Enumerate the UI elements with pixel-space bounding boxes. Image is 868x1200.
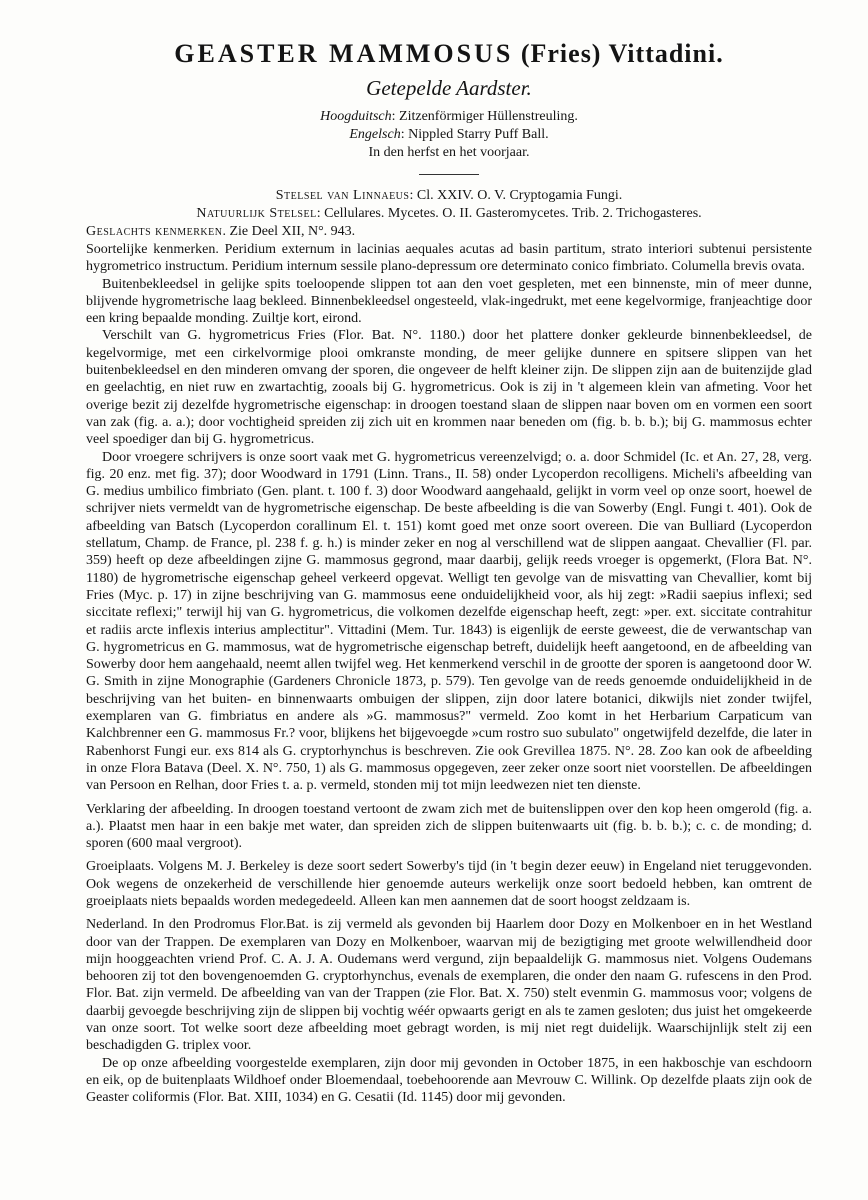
- english-label: Engelsch: [349, 127, 401, 142]
- natural-value: : Cellulares. Mycetes. O. II. Gasteromycetes. Trib. 2. Trichogasteres.: [316, 206, 702, 221]
- species-title-authority: (Fries) Vittadini.: [520, 39, 724, 68]
- paragraph-history: Door vroegere schrijvers is onze soort vaak met G. hygrometricus vereenzelvigd; o. a. door Schmidel (Ic. et An. 27, 28, verg. fig. 20 enz. met fig. 37); door Woodward in 1791 (Linn. Trans., II. 58) onder Lycoperdon recolligens. Micheli's afbeelding van G. medius umbilico fimbriato (Gen. plant. t. 100 f. 3) door Woodward aangehaald, gelijkt in vorm veel op onze soort, hoewel de schrijver niets vermeldt van de hygrometrische eigenschap. De beste afbeelding is die van Sowerby (Engl. Fungi t. 401). Ook de afbeelding van Batsch (Lycoperdon corallinum El. t. 151) komt goed met onze soort overeen. Die van Bulliard (Lycoperdon stellatum, Champ. de France, pl. 238 f. g. h.) is minder zeker en nog al verschillend wat de slippen aangaat. Chevallier (Fl. par. 359) heeft op deze afbeeldingen zijne G. mammosus gegrond, maar daarbij, gelijk reeds vroeger is opgemerkt, (Flora Bat. N°. 1180) de hygrometrische eigenschap geheel verkeerd opgevat. Welligt ten gevolge van de misvatting van Chevallier, komt bij Fries (Myc. p. 17) in zijne beschrijving van G. mammosus eene onduidelijkheid voor, als hij zegt: »Radii saepius inflexi; sed siccitate reflexi;" terwijl hij van G. hygrometricus, die volkomen dezelfde eigenschap heeft, zegt: »per. ext. siccitate contrahitur et radiis arcte inflexis interius amplectitur". Vittadini (Mem. Tur. 1843) is eigenlijk de eerste geweest, die de verwantschap van G. hygrometricus en G. mammosus, wat de hygrometrische eigenschap betreft, duidelijk heeft aangetoond, en de afbeelding van Sowerby door hem aangehaald, neemt allen twijfel weg. Het kenmerkend verschil in de grootte der sporen is aangetoond door W. G. Smith in zijne Monographie (Gardeners Chronicle 1873, p. 579). Ten gevolge van de reeds genoemde onduidelijkheid in de beschrijving van het buiten- en binnenwaarts ombuigen der slippen, zijn door latere botanici, dikwijls niet zonder twijfel, exemplaren van G. fimbriatus en andere als »G. mammosus?" vermeld. Zoo komt in het Herbarium Carpaticum van Kalchbrenner een G. mammosus Fr.? voor, blijkens het bijgevoegde »cum rostro suo subulato" ongetwijfeld dezelfde, die later in Rabenhorst Fungi eur. exs 814 als G. cryptorhynchus is beschreven. Zie ook Grevillea 1875. N°. 28. Zoo kan ook de afbeelding in onze Flora Batava (Deel. X. N°. 750, 1) als G. mammosus opgegeven, zeer zeker onze soort niet voorstellen. De afbeeldingen van Persoon en Relhan, door Fries t. a. p. vermeld, stonden mij tot mijn leedwezen niet ten dienste.: [86, 449, 812, 794]
- german-name-line: [86, 108, 812, 126]
- paragraph-species-characteristics: Soortelijke kenmerken. Peridium externum in lacinias aequales acutas ad basin partitum, strato interiori subtenui persistente hygrometrico instructum. Peridium internum sessile plano-depressum ore determinato conico fimbriato. Columella brevis ovata.: [86, 242, 812, 275]
- natural-system-line: [86, 205, 812, 223]
- linnaeus-label: Stelsel van Linnaeus: [275, 188, 410, 203]
- paragraph-figure-explanation: Verklaring der afbeelding. In droogen toestand vertoont de zwam zich met de buitenslippen over den kop heen omgerold (fig. a. a.). Plaatst men haar in een bakje met water, dan spreiden zich de slippen buitenwaarts uit (fig. b. b. b.); c. c. de monding; d. sporen (600 maal vergroot).: [86, 801, 812, 852]
- paragraph-habitat: Groeiplaats. Volgens M. J. Berkeley is deze soort sedert Sowerby's tijd (in 't begin dezer eeuw) in Engeland niet teruggevonden. Ook wegens de onzekerheid de verschillende hier genoemde auteurs werkelijk onze soort bedoeld hebben, kan omtrent de groeiplaats niets bepaalds worden medegedeeld. Alleen kan men aannemen dat de soort hoogst zeldzaam is.: [86, 859, 812, 909]
- genus-characteristics-line: [86, 223, 812, 241]
- paragraph-dutch-description: Buitenbekleedsel in gelijke spits toeloopende slippen tot aan den voet gespleten, met een binnenste, min of meer dunne, blijvende hygrometrische laag bekleed. Binnenbekleedsel ongesteeld, vlak-ingedrukt, met eene kegelvormige, franjeachtige door een kring bepaalde monding. Zuiltje kort, eirond.: [86, 276, 812, 327]
- paragraph-specimens: De op onze afbeelding voorgestelde exemplaren, zijn door mij gevonden in October 1875, in een hakboschje van eschdoorn en eik, op de buitenplaats Wildhoef onder Bloemendaal, toebehoorende aan Mevrouw C. Willink. Op dezelfde plaats zijn ook de Geaster coliformis (Flor. Bat. XIII, 1034) en G. Cesatii (Id. 1145) door mij gevonden.: [86, 1055, 812, 1106]
- paragraph-netherlands: Nederland. In den Prodromus Flor.Bat. is zij vermeld als gevonden bij Haarlem door Dozy en Molkenboer en in het Westland door van der Trappen. De exemplaren van Dozy en Molkenboer, waarvan mij de bezigtiging met groote welwillendheid door mijn hooggeachten vriend Prof. C. A. J. A. Oudemans werd vergund, zijn bepaaldelijk G. mammosus niet. Volgens Oudemans behooren zij tot den bovengenoemden G. cryptorhynchus, evenals de exemplaren, die onder den naam G. rufescens in den Prod. Flor. Bat. zijn vermeld. De afbeelding van van der Trappen (zie Flor. Bat. X. 750) stelt evenmin G. mammosus voor; volgens de daarbij gevoegde beschrijving zijn de slippen bij vochtig wéér opwaarts gerigt en als te zamen gesloten; dus juist het omgekeerde van onze soort. Tot welke soort deze afbeelding moet gebragt worden, is mij niet regt duidelijk. Waarschijnlijk stelt zij een beschadigden G. triplex voor.: [86, 917, 812, 1054]
- german-name: : Zitzenförmiger Hüllenstreuling.: [391, 109, 578, 124]
- paragraph-differences: Verschilt van G. hygrometricus Fries (Flor. Bat. N°. 1180.) door het plattere donker gekleurde binnenbekleedsel, de kegelvormige, met een cirkelvormige plooi omkranste monding, de meer gelijke dunnere en spitsere slippen van het buitenbekleedsel en den minderen omvang der sporen, die ongeveer de helft kleiner zijn. De slippen zijn aan de buitenzijde glad en geelachtig, en niet ruw en zwartachtig, zooals bij G. hygrometricus. Ook is zij in 't algemeen klein van afmeting. Voor het overige bezit zij dezelfde hygrometrische eigenschap: in droogen toestand slaan de slippen naar boven om en vormen een soort van zak (fig. a. a.); door vochtigheid spreiden zij zich uit en krommen naar beneden om (fig. b. b. b.); bij G. mammosus echter veel spoediger dan bij G. hygrometricus.: [86, 328, 812, 448]
- english-name-line: [86, 126, 812, 144]
- linnaeus-value: : Cl. XXIV. O. V. Cryptogamia Fungi.: [409, 188, 623, 203]
- dutch-common-name: Getepelde Aardster.: [366, 76, 532, 100]
- english-name: : Nippled Starry Puff Ball.: [400, 127, 549, 142]
- species-title: [86, 38, 812, 70]
- natural-label: Natuurlijk Stelsel: [196, 206, 317, 221]
- body-text: [86, 241, 812, 1107]
- species-title-caps: GEASTER MAMMOSUS: [174, 39, 514, 68]
- divider: [419, 174, 479, 175]
- genus-label: Geslachts kenmerken: [86, 224, 223, 239]
- genus-value: . Zie Deel XII, N°. 943.: [222, 224, 356, 239]
- german-label: Hoogduitsch: [320, 109, 392, 124]
- linnaeus-system-line: [86, 187, 812, 205]
- season-line: In den herfst en het voorjaar.: [368, 145, 530, 160]
